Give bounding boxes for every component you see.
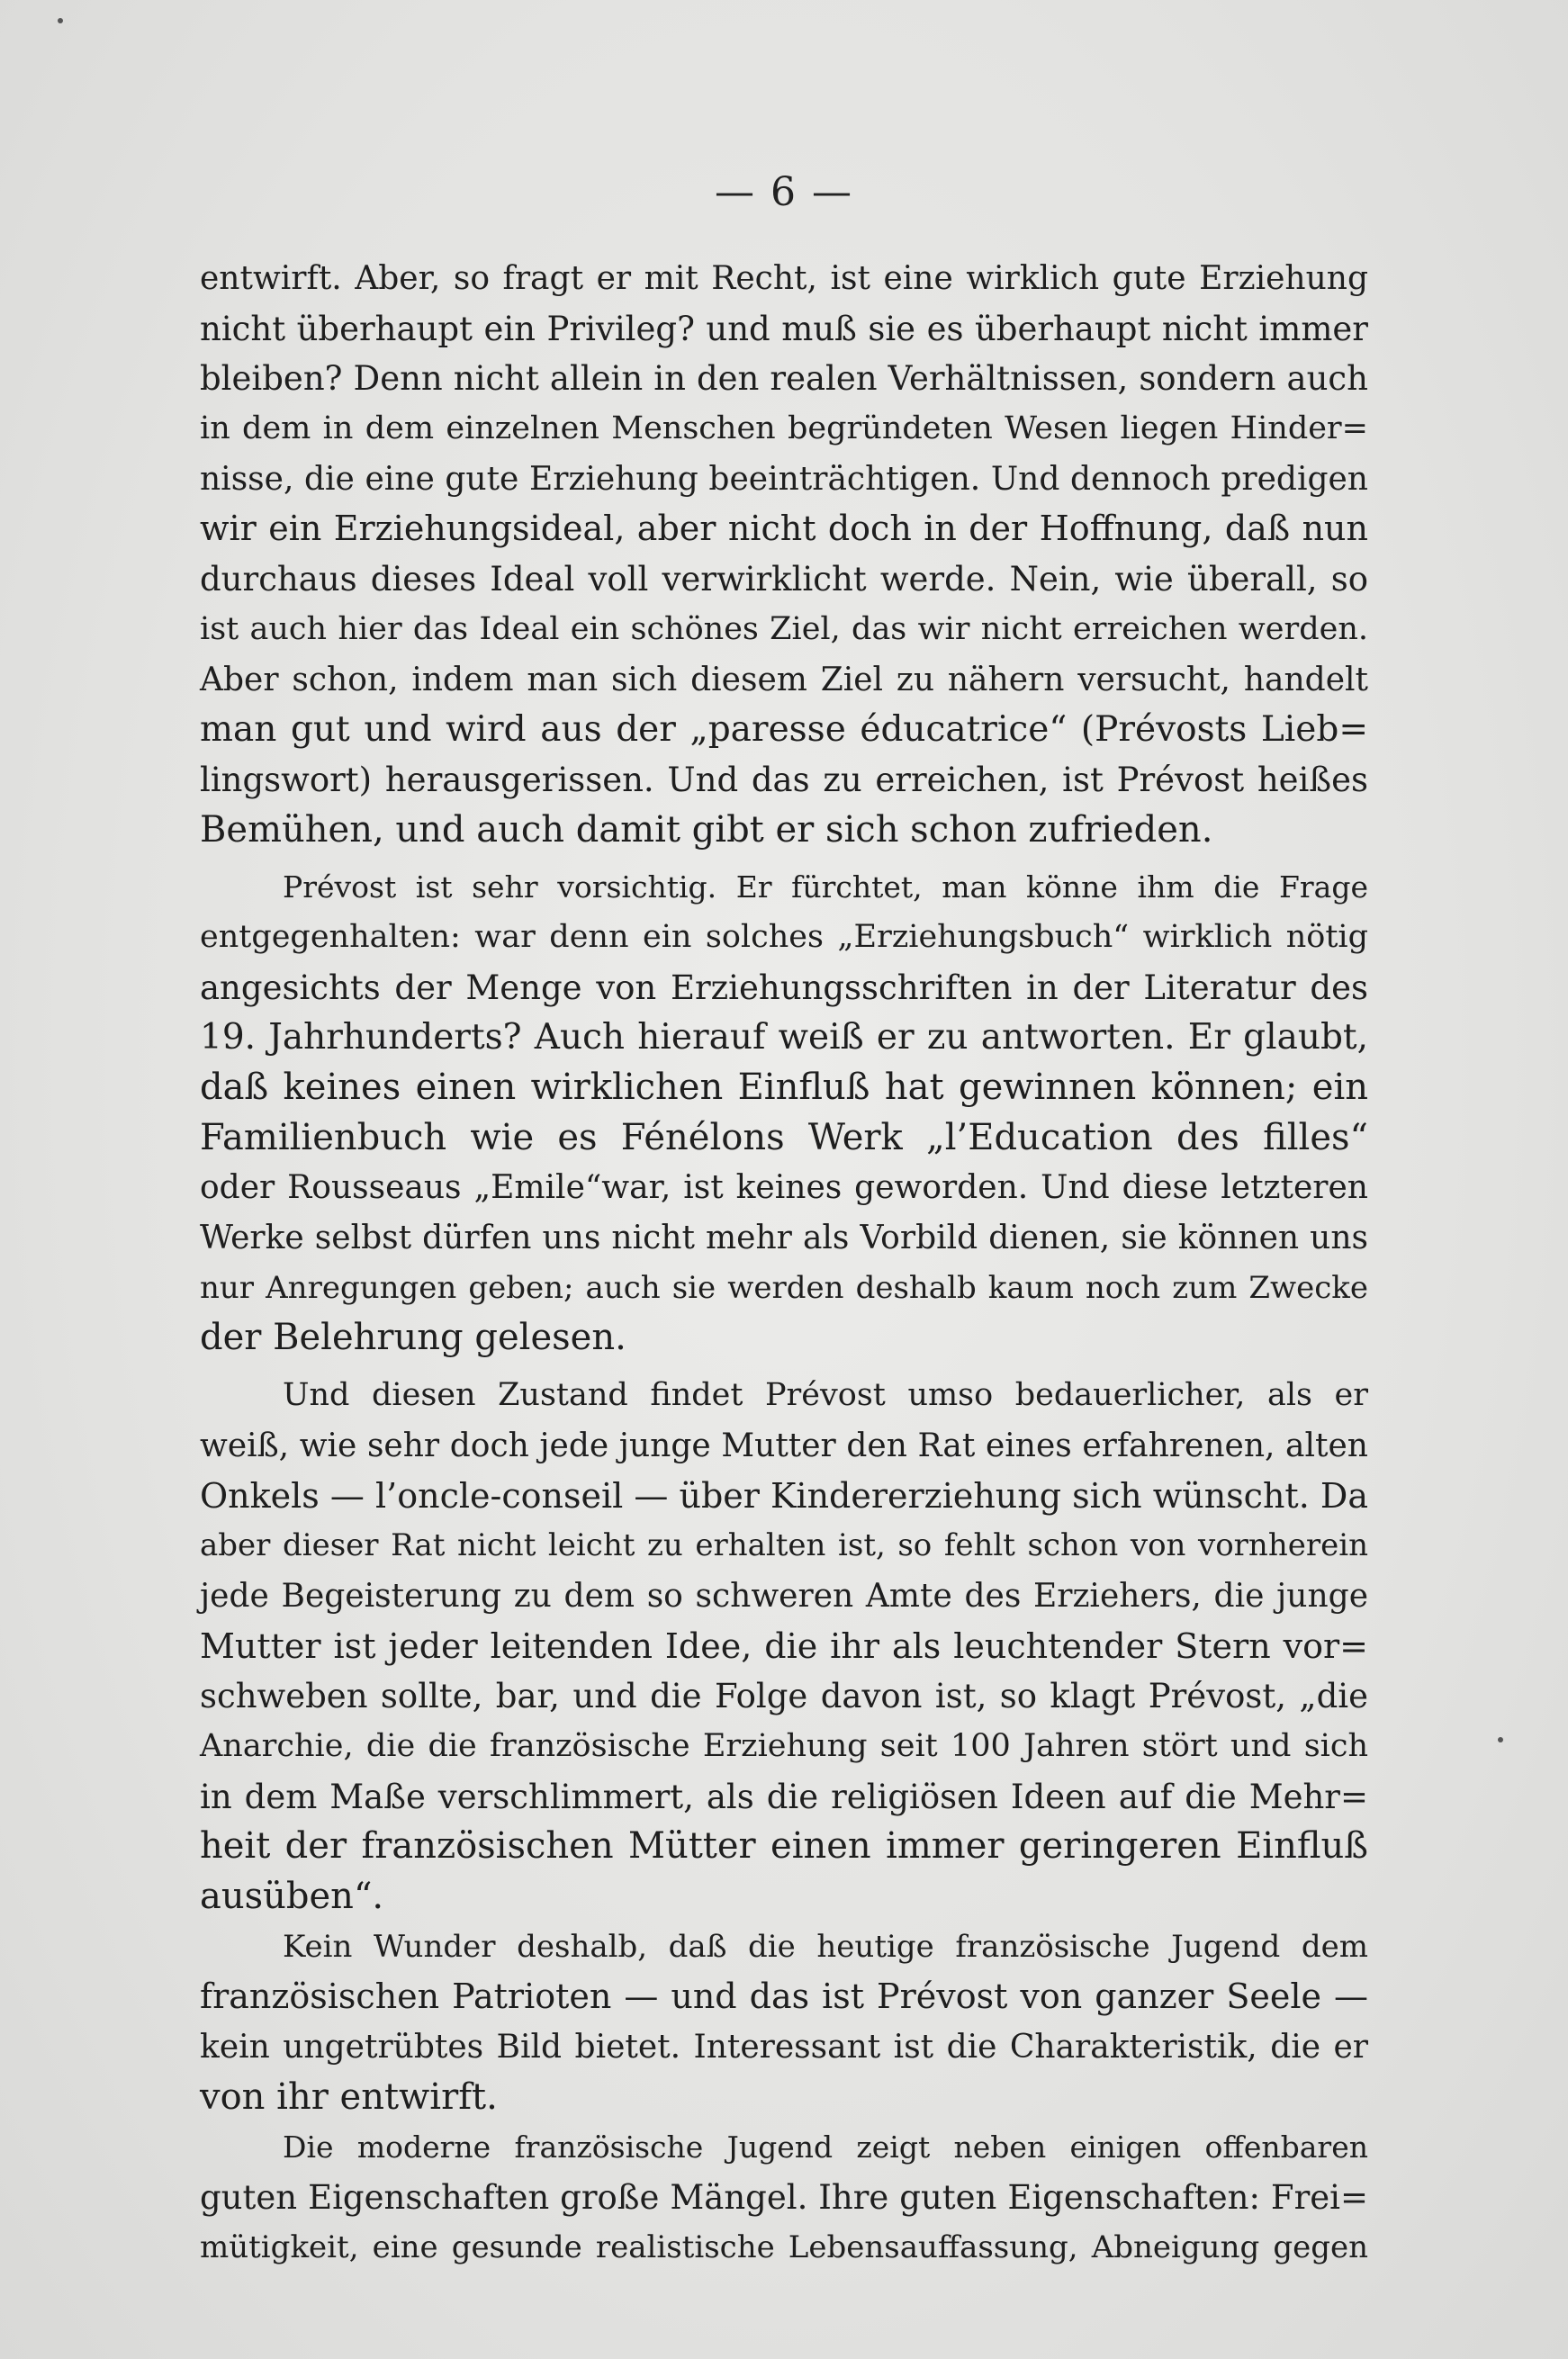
text-line: Bemühen, und auch damit gibt er sich schon zufrieden. [200,808,1213,851]
text-line: entwirft. Aber, so fragt er mit Recht, ist eine wirklich gute Erziehung [200,260,1368,297]
text-line: man gut und wird aus der „paresse éducatrice“ (Prévosts Lieb= [200,709,1368,751]
text-line: französischen Patrioten — und das ist Prévost von ganzer Seele — [200,1976,1368,2017]
text-line: Anarchie, die die französische Erziehung seit 100 Jahren stört und sich [200,1727,1368,1764]
text-line: Onkels — l’oncle-conseil — über Kindererziehung sich wünscht. Da [200,1475,1368,1516]
text-line: ist auch hier das Ideal ein schönes Ziel, das wir nicht erreichen werden. [200,610,1368,647]
text-line: nisse, die eine gute Erziehung beeinträchtigen. Und dennoch predigen [200,460,1368,498]
text-line: bleiben? Denn nicht allein in den realen Verhältnissen, sondern auch [200,359,1368,399]
paragraph-5 [200,2122,1368,2273]
text-line: durchaus dieses Ideal voll verwirklicht werde. Nein, wie überall, so [200,560,1368,599]
text-line: kein ungetrübtes Bild bietet. Interessant ist die Charakteristik, die er [200,2029,1368,2066]
text-line: in dem in dem einzelnen Menschen begründeten Wesen liegen Hinder= [200,410,1368,447]
text-line: nicht überhaupt ein Privileg? und muß sie es überhaupt nicht immer [200,309,1368,348]
text-line: lingswort) herausgerissen. Und das zu erreichen, ist Prévost heißes [200,760,1368,799]
text-line: oder Rousseaus „Emile“war, ist keines geworden. Und diese letzteren [200,1169,1368,1207]
paragraph-1 [200,254,1368,855]
text-line: Familienbuch wie es Fénélons Werk „l’Education des filles“ [200,1116,1368,1158]
text-line: Werke selbst dürfen uns nicht mehr als Vorbild dienen, sie können uns [200,1220,1368,1257]
text-line: Mutter ist jeder leitenden Idee, die ihr als leuchtender Stern vor= [200,1625,1368,1666]
text-line: jede Begeisterung zu dem so schweren Amte des Erziehers, die junge [200,1577,1368,1615]
text-line: von ihr entwirft. [200,2075,498,2118]
text-line: heit der französischen Mütter einen immer geringeren Einfluß [200,1825,1368,1868]
text-line: ausüben“. [200,1876,384,1917]
text-line: 19. Jahrhunderts? Auch hierauf weiß er zu antworten. Er glaubt, [200,1017,1368,1058]
text-line: der Belehrung gelesen. [200,1317,626,1359]
text-line: Und diesen Zustand findet Prévost umso bedauerlicher, als er [283,1377,1368,1414]
paragraph-3 [200,1371,1368,1922]
text-line: Die moderne französische Jugend zeigt neben einigen offenbaren [283,2129,1368,2165]
text-line: Kein Wunder deshalb, daß die heutige französische Jugend dem [283,1928,1368,1965]
text-line: Aber schon, indem man sich diesem Ziel zu nähern versucht, handelt [200,661,1368,698]
paragraph-4 [200,1922,1368,2123]
text-line: schweben sollte, bar, und die Folge davon ist, so klagt Prévost, „die [200,1677,1368,1716]
text-line: mütigkeit, eine gesunde realistische Lebensauffassung, Abneigung gegen [200,2228,1368,2265]
body-text [200,254,1368,2273]
text-line: Prévost ist sehr vorsichtig. Er fürchtet, man könne ihm die Frage [283,869,1368,905]
text-line: daß keines einen wirklichen Einfluß hat gewinnen können; ein [200,1067,1368,1108]
text-line: wir ein Erziehungsideal, aber nicht doch in der Hoffnung, daß nun [200,509,1368,549]
text-line: guten Eigenschaften große Mängel. Ihre guten Eigenschaften: Frei= [200,2178,1368,2218]
text-line: nur Anregungen geben; auch sie werden deshalb kaum noch zum Zwecke [200,1269,1368,1306]
paragraph-2 [200,862,1368,1364]
text-line: angesichts der Menge von Erziehungsschriften in der Literatur des [200,968,1368,1007]
text-line: entgegenhalten: war denn ein solches „Erziehungsbuch“ wirklich nötig [200,918,1368,955]
page-number: — 6 — [715,169,853,215]
scan-speck [58,18,63,23]
text-line: in dem Maße verschlimmert, als die religiösen Ideen auf die Mehr= [200,1777,1368,1816]
text-line: weiß, wie sehr doch jede junge Mutter den Rat eines erfahrenen, alten [200,1427,1368,1464]
text-line: aber dieser Rat nicht leicht zu erhalten ist, so fehlt schon von vornherein [200,1527,1368,1564]
scan-speck [1498,1737,1503,1742]
